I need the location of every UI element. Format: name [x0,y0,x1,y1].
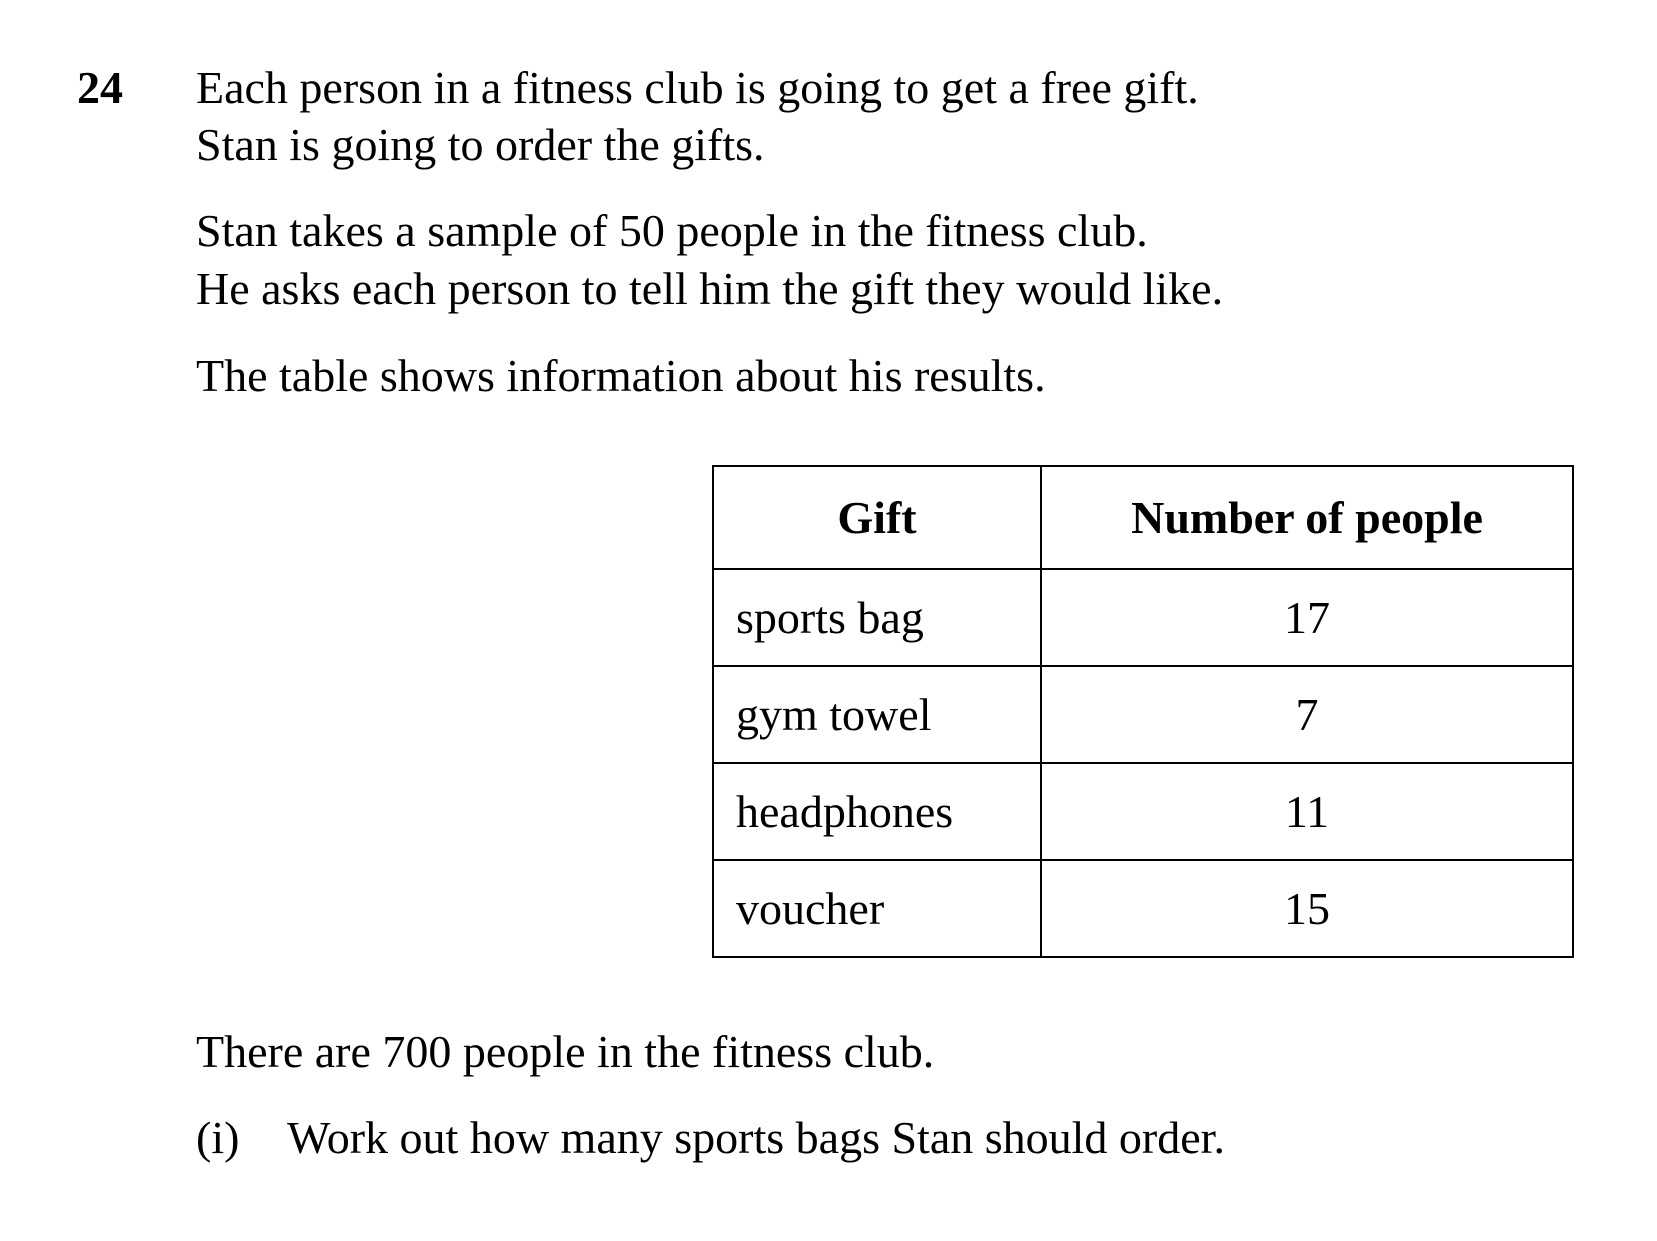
club-size-statement: There are 700 people in the fitness club. [196,1026,935,1077]
count-cell: 7 [1041,666,1573,763]
intro-line-2: Stan is going to order the gifts. [196,119,765,170]
table-row [713,763,1573,860]
table-row [713,666,1573,763]
gift-results-table [712,465,1574,958]
intro-line-5: The table shows information about his results. [196,350,1046,401]
header-gift: Gift [713,466,1041,569]
gift-cell: sports bag [713,569,1041,666]
table-header-row [713,466,1573,569]
intro-line-1: Each person in a fitness club is going to get a free gift. [196,62,1199,113]
count-cell: 11 [1041,763,1573,860]
part-label: (i) [196,1112,240,1163]
count-cell: 15 [1041,860,1573,957]
gift-cell: gym towel [713,666,1041,763]
table-row [713,860,1573,957]
gift-cell: headphones [713,763,1041,860]
intro-line-3: Stan takes a sample of 50 people in the fitness club. [196,205,1148,256]
header-number-of-people: Number of people [1041,466,1573,569]
count-cell: 17 [1041,569,1573,666]
question-number: 24 [77,62,123,113]
part-question-text: Work out how many sports bags Stan should order. [287,1112,1225,1163]
gift-cell: voucher [713,860,1041,957]
table-row [713,569,1573,666]
intro-line-4: He asks each person to tell him the gift they would like. [196,263,1224,314]
